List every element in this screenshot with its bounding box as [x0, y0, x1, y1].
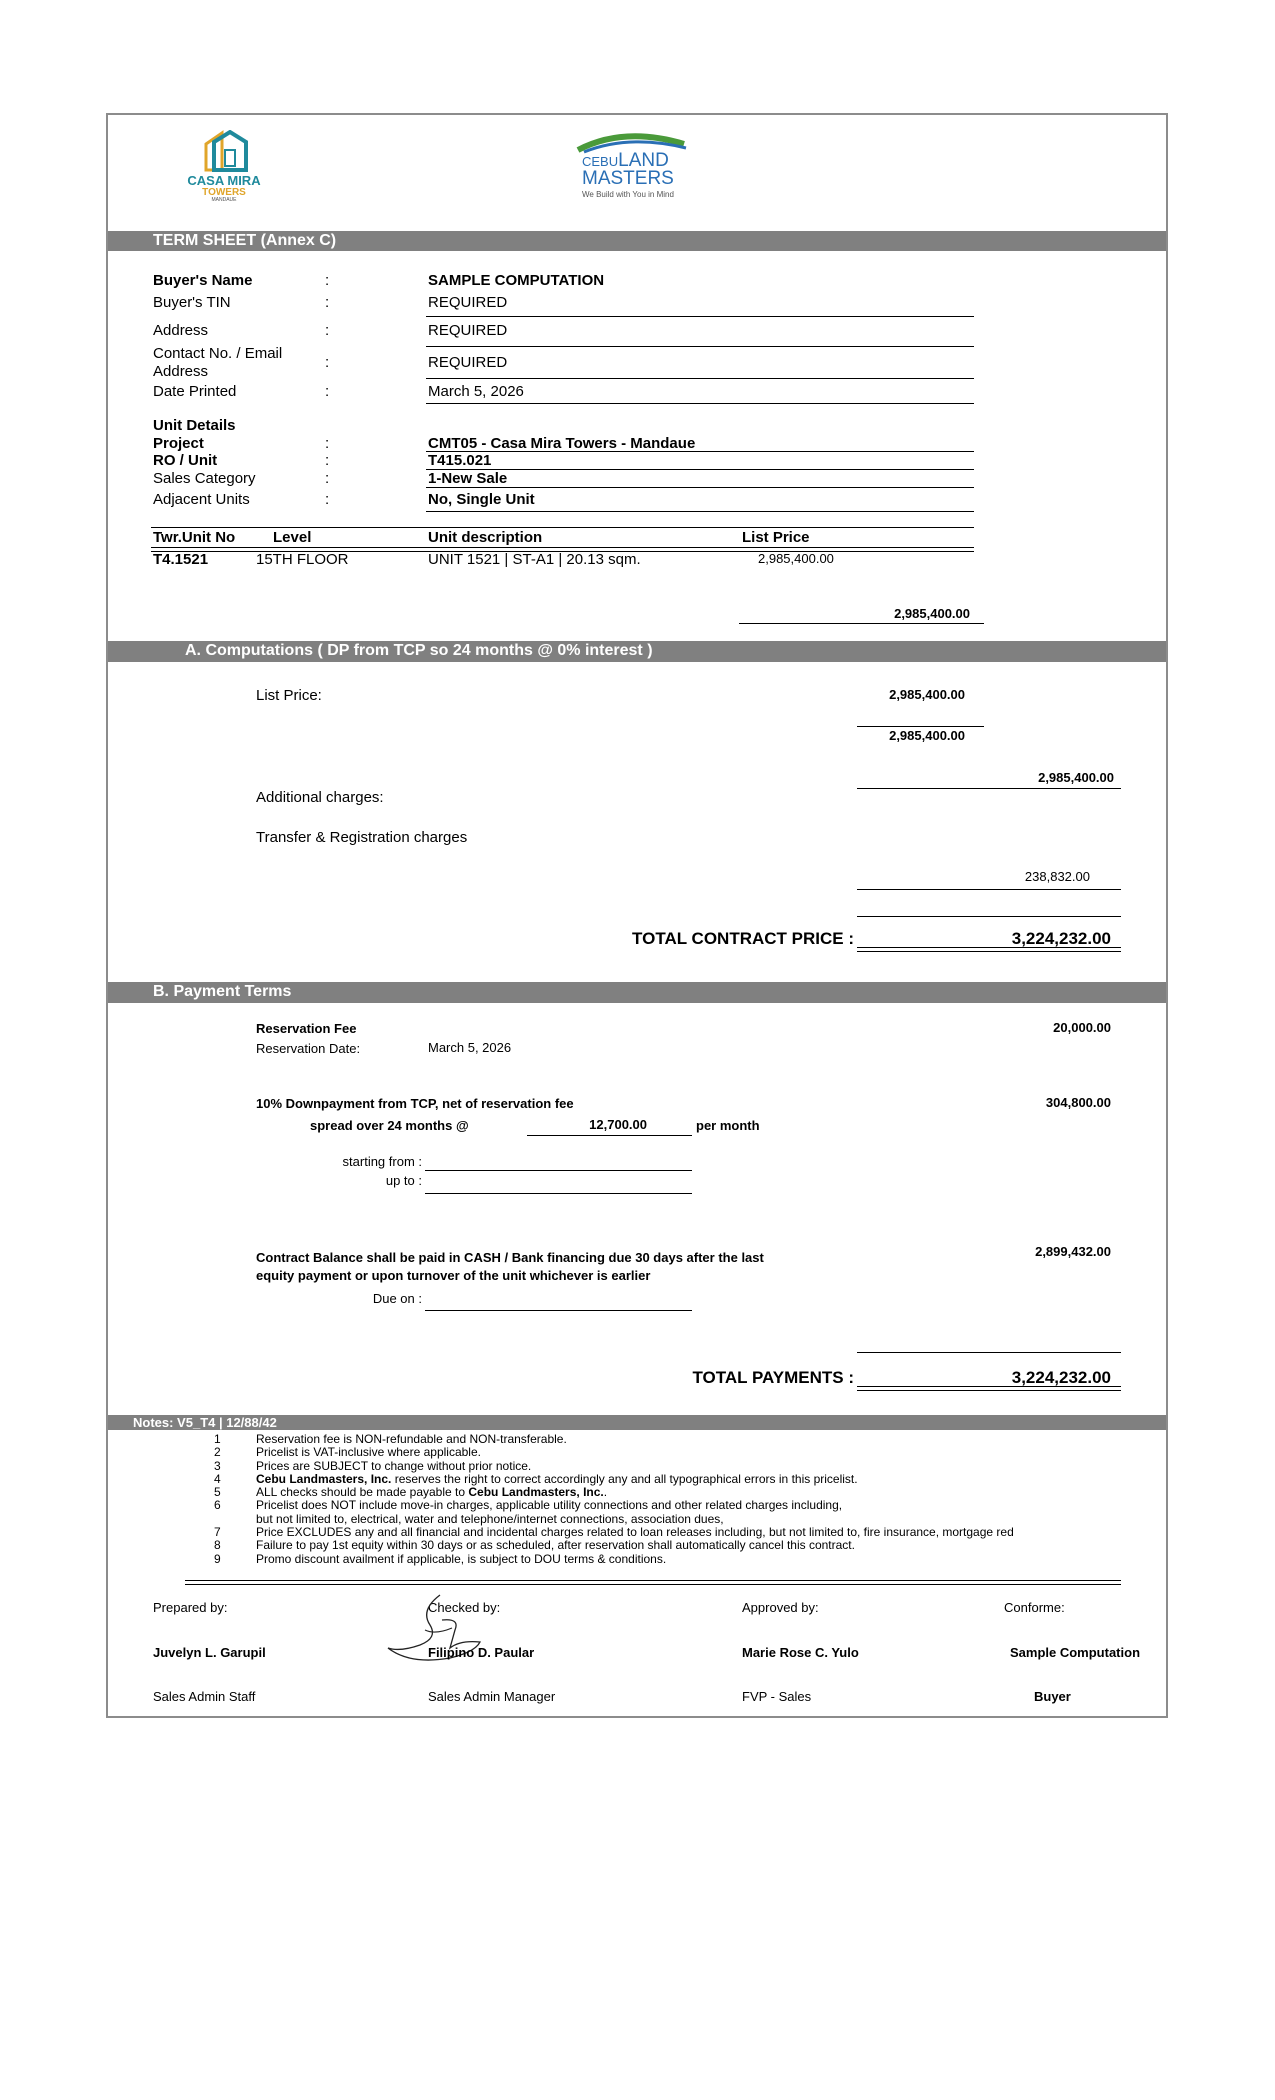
table-header-level: Level: [273, 529, 312, 546]
note-number: 8: [214, 1538, 221, 1553]
note-item: [200, 1499, 1260, 1512]
per-month-label: per month: [696, 1118, 760, 1133]
adjacent-units-label: Adjacent Units: [153, 491, 250, 508]
note-text-pre: Failure to pay 1st equity within 30 days or as scheduled, after reservation shall automatically cancel this contract.: [256, 1538, 855, 1553]
colon: :: [325, 452, 330, 469]
note-text: [256, 1446, 481, 1459]
conforme-label: Conforme:: [1004, 1600, 1065, 1615]
note-text-post: .: [603, 1485, 608, 1500]
table-cell-list-price: 2,985,400.00: [758, 551, 834, 566]
date-printed-value: March 5, 2026: [428, 383, 524, 400]
note-text-pre: Price EXCLUDES any and all financial and incidental charges related to loan releases including, but not limited to, fire insurance, mortgage red: [256, 1525, 1014, 1540]
payment-terms-title: B. Payment Terms: [153, 983, 292, 1000]
colon: :: [325, 272, 330, 289]
monthly-underline: [527, 1135, 692, 1136]
term-sheet-bar: [108, 231, 1166, 251]
cebu-landmasters-tagline: We Build with You in Mind: [582, 190, 674, 199]
buyer-name-value: SAMPLE COMPUTATION: [428, 272, 605, 289]
note-text: [256, 1553, 666, 1566]
sales-category-label: Sales Category: [153, 470, 256, 487]
notes-list: [200, 1433, 1260, 1578]
computations-bar: [108, 641, 1166, 662]
note-number: 5: [214, 1485, 221, 1500]
transfer-registration-label: Transfer & Registration charges: [256, 829, 468, 846]
approved-by-name: Marie Rose C. Yulo: [742, 1645, 859, 1660]
payments-double-rule: [857, 1386, 1121, 1391]
contact-value: REQUIRED: [428, 354, 508, 371]
up-to-label: up to :: [385, 1173, 422, 1188]
conforme-name: Sample Computation: [1010, 1645, 1141, 1660]
list-price-label: List Price:: [256, 687, 322, 704]
payment-terms-bar: [108, 982, 1166, 1003]
payments-rule: [857, 1352, 1121, 1353]
note-number: 3: [214, 1458, 221, 1473]
checked-by-title: Sales Admin Manager: [428, 1689, 556, 1704]
due-on-label: Due on :: [372, 1291, 422, 1306]
balance-line-1: Contract Balance shall be paid in CASH / Bank financing due 30 days after the last: [256, 1250, 764, 1265]
monthly-amount: 12,700.00: [589, 1117, 647, 1132]
note-text: [256, 1473, 858, 1486]
project-label: Project: [153, 435, 204, 452]
total-contract-price-label: TOTAL CONTRACT PRICE :: [632, 929, 854, 948]
note-item: [200, 1553, 1260, 1566]
checked-by-label: Checked by:: [428, 1600, 501, 1615]
underline: [426, 378, 974, 379]
casa-mira-house-icon: [170, 130, 280, 175]
colon: :: [325, 354, 330, 371]
note-text: [256, 1539, 855, 1552]
spread-label: spread over 24 months @: [310, 1118, 469, 1133]
charges-rule: [857, 889, 1121, 890]
term-sheet-title: TERM SHEET (Annex C): [153, 232, 337, 249]
notes-title: Notes: V5_T4 | 12/88/42: [133, 1415, 277, 1430]
note-number: 4: [214, 1471, 221, 1486]
note-text-bold: Cebu Landmasters, Inc.: [256, 1471, 392, 1486]
note-number: 6: [214, 1498, 221, 1513]
note-item: [200, 1539, 1260, 1552]
colon: :: [325, 294, 330, 311]
underline: [426, 487, 974, 488]
casa-mira-logo: [170, 130, 280, 210]
table-cell-description: UNIT 1521 | ST-A1 | 20.13 sqm.: [428, 551, 641, 568]
note-text-pre: but not limited to, electrical, water and telephone/internet connections, association dues,: [256, 1511, 724, 1526]
tcp-double-rule: [857, 947, 1121, 952]
due-on-underline: [425, 1310, 692, 1311]
table-header-unit-no: Twr.Unit No: [153, 529, 236, 546]
prepared-by-title: Sales Admin Staff: [153, 1689, 256, 1704]
downpayment-value: 304,800.00: [1045, 1095, 1111, 1110]
note-item: [200, 1473, 1260, 1486]
note-text: [256, 1460, 531, 1473]
total-payments-value: 3,224,232.00: [1011, 1368, 1111, 1387]
table-total: 2,985,400.00: [894, 606, 970, 621]
project-value: CMT05 - Casa Mira Towers - Mandaue: [428, 435, 696, 452]
ro-unit-label: RO / Unit: [153, 452, 218, 469]
additional-charges-label: Additional charges:: [256, 789, 384, 806]
casa-mira-line2: TOWERS: [202, 187, 246, 198]
starting-from-underline: [425, 1170, 692, 1171]
checked-by-name: Filipino D. Paular: [428, 1645, 535, 1660]
adjacent-units-value: No, Single Unit: [428, 491, 535, 508]
colon: :: [325, 470, 330, 487]
note-item: [200, 1460, 1260, 1473]
note-text-bold: Cebu Landmasters, Inc.: [468, 1485, 604, 1500]
note-text-pre: Pricelist is VAT-inclusive where applicable.: [256, 1445, 481, 1460]
note-text-pre: ALL checks should be made payable to: [256, 1485, 469, 1500]
table-cell-level: 15TH FLOOR: [256, 551, 349, 568]
note-text-post: reserves the right to correct accordingly any and all typographical errors in this pricelist.: [391, 1471, 858, 1486]
underline: [426, 346, 974, 347]
land-text: LAND: [618, 150, 669, 171]
sales-category-value: 1-New Sale: [428, 470, 508, 487]
note-item: [200, 1513, 1260, 1526]
approved-by-title: FVP - Sales: [742, 1689, 812, 1704]
underline: [426, 403, 974, 404]
transfer-registration-amount: 238,832.00: [1024, 869, 1090, 884]
note-text: [256, 1486, 607, 1499]
list-price-value: 2,985,400.00: [889, 687, 965, 702]
note-number: 1: [214, 1433, 221, 1446]
note-text: [256, 1513, 724, 1526]
reservation-fee-label: Reservation Fee: [256, 1021, 357, 1036]
masters-text: MASTERS: [582, 168, 674, 189]
conforme-title: Buyer: [1034, 1689, 1071, 1704]
prepared-by-label: Prepared by:: [153, 1600, 228, 1615]
contact-label-1: Contact No. / Email: [153, 345, 283, 362]
note-item: [200, 1526, 1260, 1539]
computations-title: A. Computations ( DP from TCP so 24 months @ 0% interest ): [185, 642, 653, 659]
buyer-tin-label: Buyer's TIN: [153, 294, 231, 311]
balance-line-2: equity payment or upon turnover of the unit whichever is earlier: [256, 1268, 651, 1283]
note-text: [256, 1499, 842, 1512]
starting-from-label: starting from :: [342, 1154, 422, 1169]
charges-rule-2: [857, 916, 1121, 917]
note-text-pre: Prices are SUBJECT to change without prior notice.: [256, 1458, 532, 1473]
list-price-total-col: 2,985,400.00: [1038, 770, 1114, 785]
table-top-rule: [151, 527, 974, 528]
approved-by-label: Approved by:: [742, 1600, 819, 1615]
colon: :: [325, 435, 330, 452]
note-text-pre: Promo discount availment if applicable, is subject to DOU terms & conditions.: [256, 1551, 667, 1566]
reservation-date-value: March 5, 2026: [428, 1040, 512, 1055]
notes-bottom-rule: [185, 1580, 1121, 1585]
note-text-pre: Pricelist does NOT include move-in charges, applicable utility connections and other related charges including,: [256, 1498, 843, 1513]
total-contract-price-value: 3,224,232.00: [1011, 929, 1111, 948]
note-item: [200, 1486, 1260, 1499]
reservation-date-label: Reservation Date:: [256, 1041, 361, 1056]
total-payments-label: TOTAL PAYMENTS :: [692, 1368, 854, 1387]
cebu-text: CEBU: [582, 154, 619, 169]
list-price-subtotal: 2,985,400.00: [889, 728, 965, 743]
table-cell-unit-no: T4.1521: [153, 551, 209, 568]
date-printed-label: Date Printed: [153, 383, 237, 400]
table-header-description: Unit description: [428, 529, 543, 546]
note-item: [200, 1433, 1260, 1446]
signature-icon: [380, 1590, 510, 1680]
note-number: 7: [214, 1525, 221, 1540]
table-total-rule: [739, 623, 984, 624]
underline: [426, 511, 974, 512]
colon: :: [325, 491, 330, 508]
casa-mira-line1: CASA MIRA: [187, 173, 261, 188]
note-item: [200, 1446, 1260, 1459]
buyer-tin-value: REQUIRED: [428, 294, 508, 311]
buyer-name-label: Buyer's Name: [153, 272, 253, 289]
up-to-underline: [425, 1193, 692, 1194]
total-col-rule: [857, 788, 1121, 789]
note-text-pre: Reservation fee is NON-refundable and NON-transferable.: [256, 1433, 567, 1446]
note-number: 9: [214, 1551, 221, 1566]
reservation-fee-value: 20,000.00: [1053, 1020, 1111, 1035]
notes-bar: [108, 1415, 1166, 1430]
downpayment-label: 10% Downpayment from TCP, net of reservation fee: [256, 1096, 574, 1111]
table-header-list-price: List Price: [742, 529, 810, 546]
notes-container: [200, 1433, 1260, 1566]
ro-unit-value: T415.021: [428, 452, 492, 469]
address-label: Address: [153, 322, 209, 339]
colon: :: [325, 383, 330, 400]
cebu-landmasters-logo: [574, 130, 694, 210]
prepared-by-name: Juvelyn L. Garupil: [153, 1645, 266, 1660]
contact-label-2: Address: [153, 363, 209, 380]
colon: :: [325, 322, 330, 339]
balance-amount: 2,899,432.00: [1035, 1244, 1111, 1259]
address-value: REQUIRED: [428, 322, 508, 339]
unit-details-heading: Unit Details: [153, 417, 236, 434]
note-text: [256, 1526, 1014, 1539]
underline: [426, 469, 974, 470]
underline: [426, 451, 974, 452]
casa-mira-line3: MANDAUE: [211, 197, 237, 203]
note-text: [256, 1433, 567, 1446]
note-number: 2: [214, 1445, 221, 1460]
subtotal-rule: [857, 726, 984, 727]
underline: [426, 316, 974, 317]
